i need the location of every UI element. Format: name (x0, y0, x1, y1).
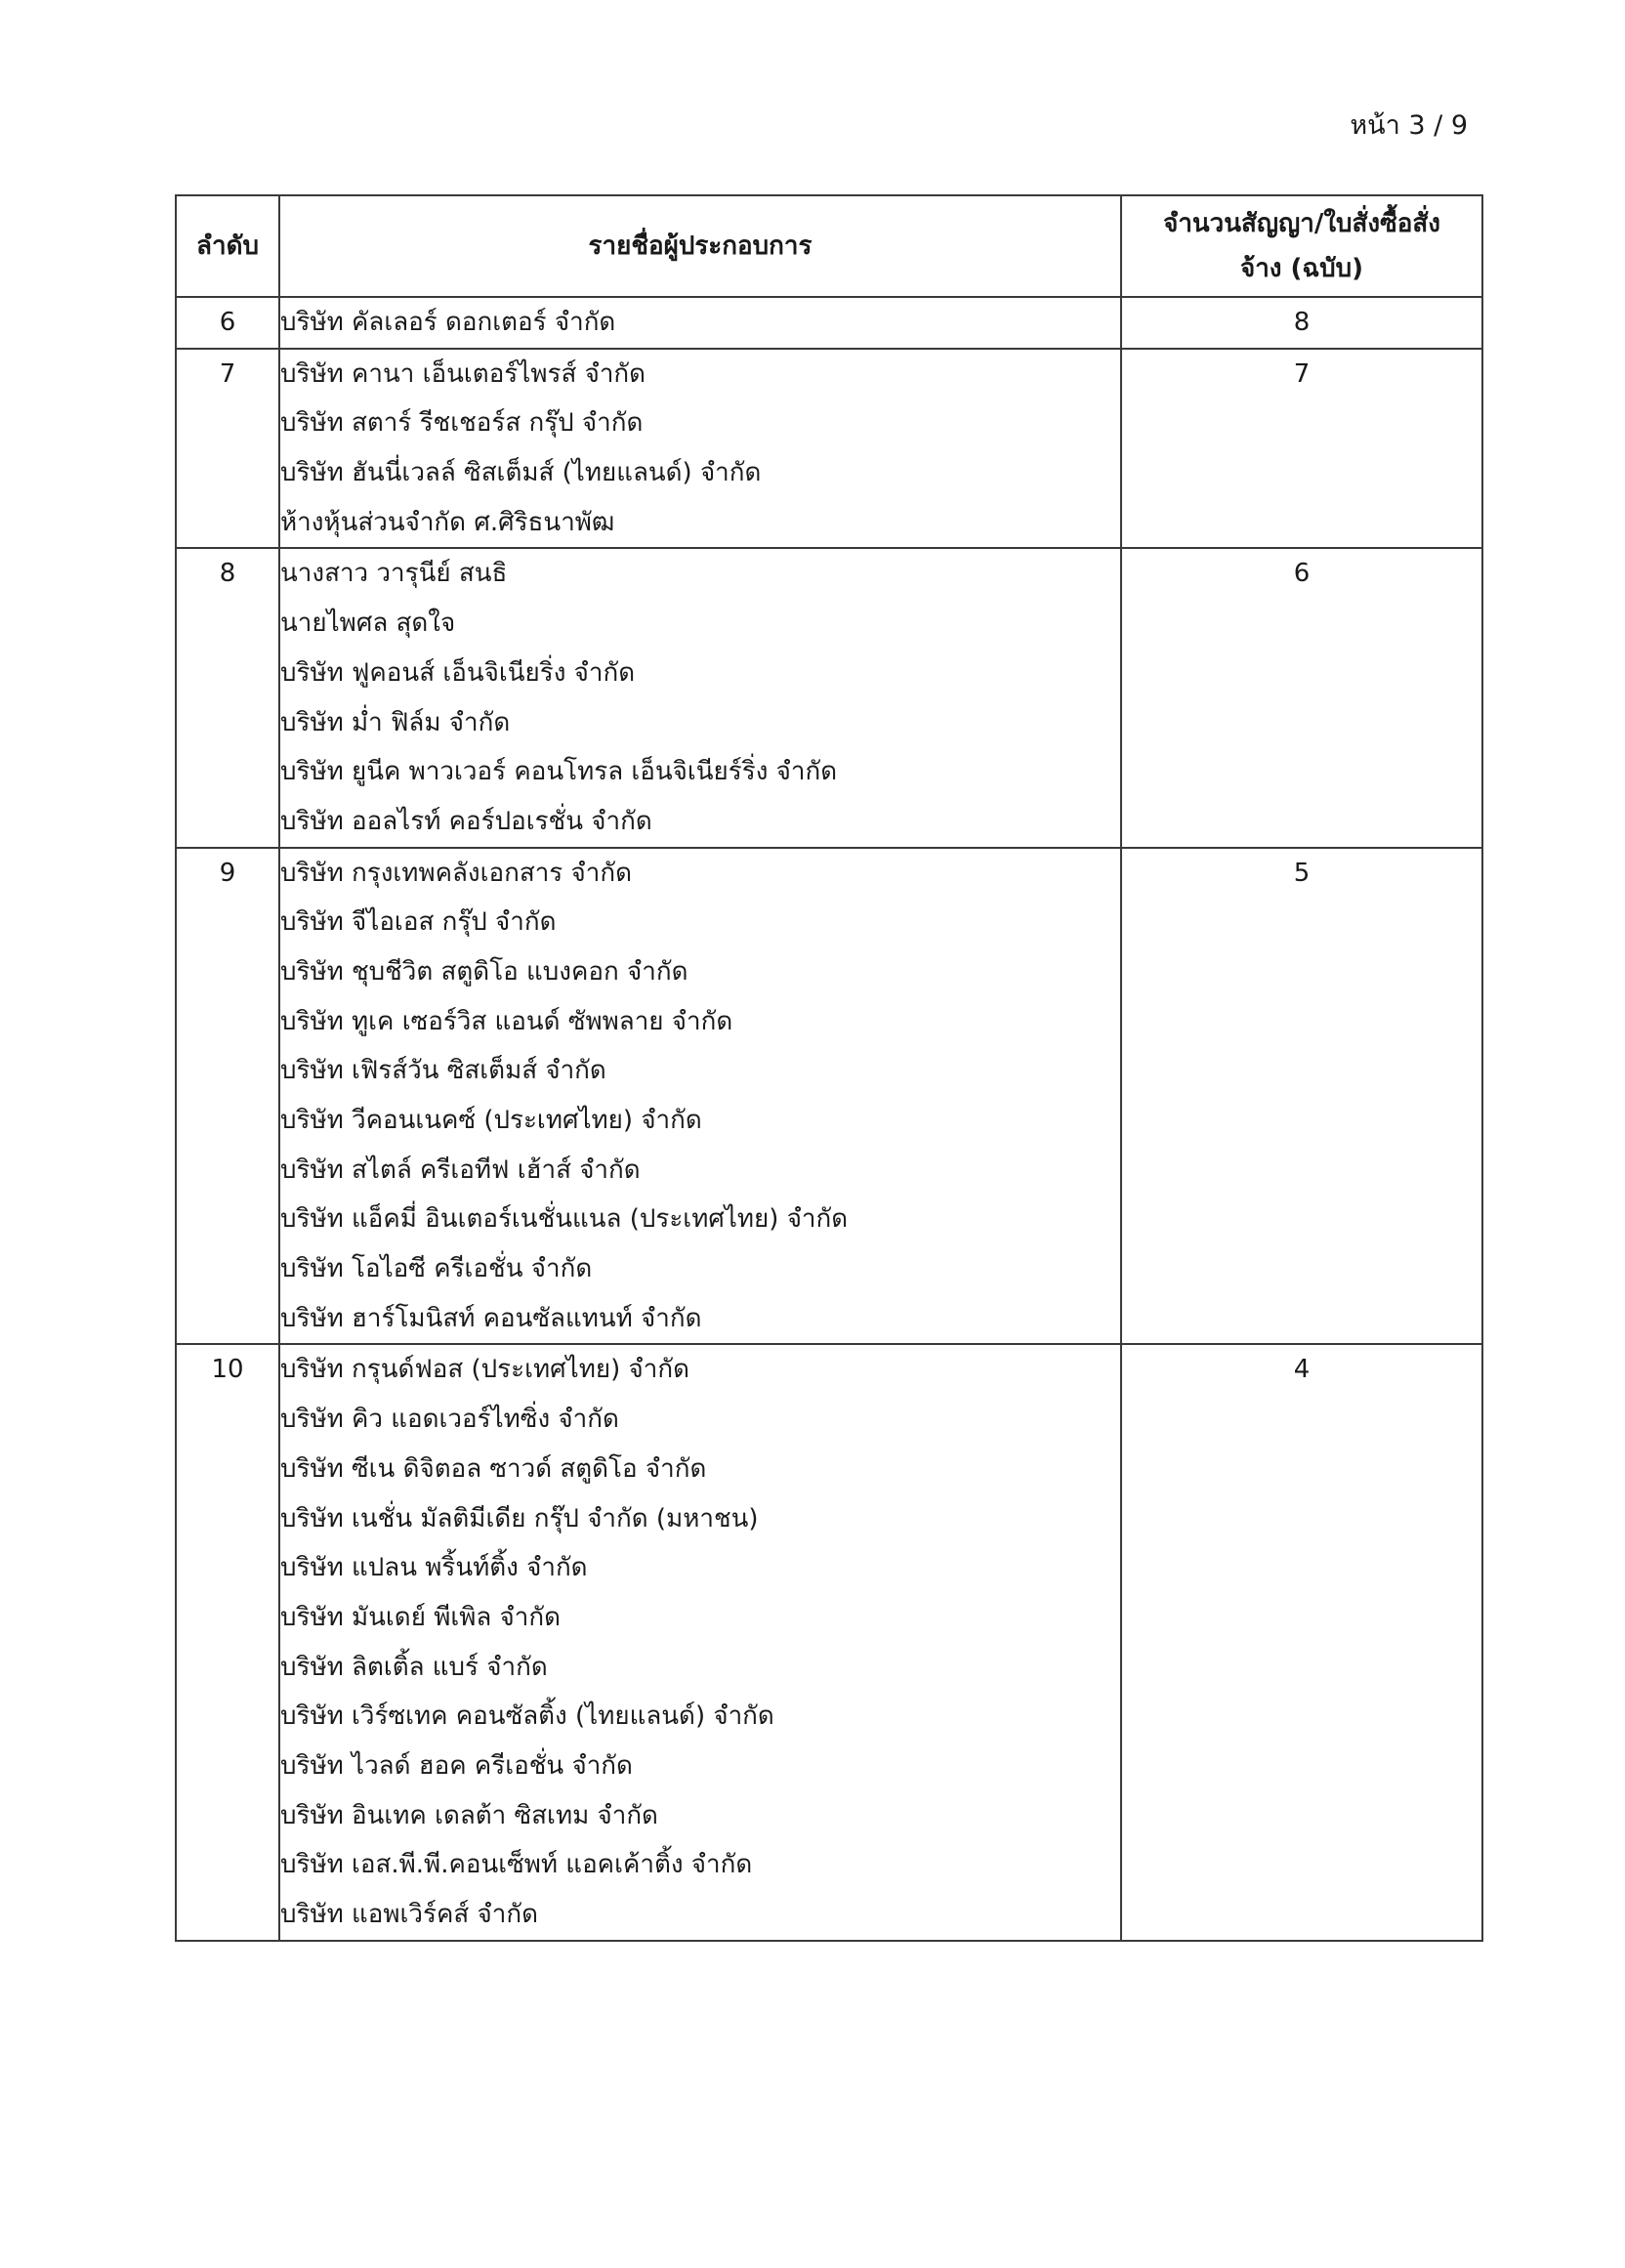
row-number: 8 (176, 548, 279, 847)
vendor-name: บริษัท คิว แอดเวอร์ไทซิ่ง จำกัด (280, 1405, 619, 1435)
table-row (176, 1344, 1482, 1940)
vendor-names-cell (279, 349, 1121, 549)
vendor-name: บริษัท คัลเลอร์ ดอกเตอร์ จำกัด (280, 308, 616, 337)
vendor-name: บริษัท อินเทค เดลต้า ซิสเทม จำกัด (280, 1800, 658, 1830)
vendor-name: บริษัท สไตล์ ครีเอทีฟ เฮ้าส์ จำกัด (280, 1155, 641, 1185)
contract-count: 5 (1121, 848, 1482, 1345)
vendor-table (175, 194, 1483, 1942)
row-number: 9 (176, 848, 279, 1345)
vendor-names-cell (279, 297, 1121, 349)
vendor-name: บริษัท ออลไรท์ คอร์ปอเรชั่น จำกัด (280, 806, 652, 836)
vendor-name: บริษัท ไวลด์ ฮอค ครีเอชั่น จำกัด (280, 1750, 633, 1781)
vendor-name: บริษัท กรุนด์ฟอส (ประเทศไทย) จำกัด (280, 1355, 689, 1385)
row-number: 6 (176, 297, 279, 349)
header-count (1121, 195, 1482, 297)
vendor-name: บริษัท ฮันนี่เวลล์ ซิสเต็มส์ (ไทยแลนด์) จำกัด (280, 458, 762, 488)
vendor-name: บริษัท เนชั่น มัลติมีเดีย กรุ๊ป จำกัด (มหาชน) (280, 1503, 759, 1533)
vendor-name: บริษัท โอไอซี ครีเอชั่น จำกัด (280, 1254, 593, 1284)
vendor-name: บริษัท วีคอนเนคซ์ (ประเทศไทย) จำกัด (280, 1106, 702, 1136)
vendor-name: บริษัท จีไอเอส กรุ๊ป จำกัด (280, 907, 557, 938)
vendor-names-cell (279, 548, 1121, 847)
header-count-line2: จ้าง (ฉบับ) (1239, 254, 1364, 283)
vendor-name: บริษัท เวิร์ซเทค คอนซัลติ้ง (ไทยแลนด์) จำกัด (280, 1701, 774, 1732)
vendor-name: บริษัท แอพเวิร์คส์ จำกัด (280, 1900, 538, 1930)
vendor-name: บริษัท ยูนีค พาวเวอร์ คอนโทรล เอ็นจิเนียร์ริ่ง จำกัด (280, 757, 838, 787)
table-body (176, 297, 1482, 1941)
vendor-name: บริษัท แปลน พริ้นท์ติ้ง จำกัด (280, 1553, 588, 1583)
table-row (176, 297, 1482, 349)
header-name: รายชื่อผู้ประกอบการ (279, 195, 1121, 297)
vendor-name: นายไพศล สุดใจ (280, 609, 456, 639)
vendor-name: บริษัท ซีเน ดิจิตอล ซาวด์ สตูดิโอ จำกัด (280, 1453, 707, 1484)
contract-count: 8 (1121, 297, 1482, 349)
vendor-name: บริษัท ลิตเติ้ล แบร์ จำกัด (280, 1652, 548, 1682)
table-header-row (176, 195, 1482, 297)
vendor-name: บริษัท แอ็คมี่ อินเตอร์เนชั่นแนล (ประเทศไทย) จำกัด (280, 1204, 849, 1235)
vendor-name: นางสาว วารุนีย์ สนธิ (280, 559, 508, 589)
vendor-names-cell (279, 1344, 1121, 1940)
vendor-name: บริษัท ทูเค เซอร์วิส แอนด์ ซัพพลาย จำกัด (280, 1006, 733, 1036)
vendor-name: บริษัท กรุงเทพคลังเอกสาร จำกัด (280, 858, 633, 888)
vendor-names-cell (279, 848, 1121, 1345)
table-row (176, 848, 1482, 1345)
vendor-name: บริษัท สตาร์ รีชเชอร์ส กรุ๊ป จำกัด (280, 408, 644, 439)
vendor-name: บริษัท ฮาร์โมนิสท์ คอนซัลแทนท์ จำกัด (280, 1303, 702, 1333)
contract-count: 7 (1121, 349, 1482, 549)
header-no: ลำดับ (176, 195, 279, 297)
vendor-name: บริษัท ชุบชีวิต สตูดิโอ แบงคอก จำกัด (280, 956, 688, 987)
page-number: หน้า 3 / 9 (1350, 110, 1468, 141)
vendor-name: บริษัท ม่ำ ฟิล์ม จำกัด (280, 707, 511, 737)
vendor-name: บริษัท มันเดย์ พีเพิล จำกัด (280, 1602, 562, 1632)
contract-count: 4 (1121, 1344, 1482, 1940)
vendor-name: บริษัท เอส.พี.พี.คอนเซ็พท์ แอคเค้าติ้ง จำกัด (280, 1850, 753, 1880)
vendor-name: บริษัท ฟูคอนส์ เอ็นจิเนียริ่ง จำกัด (280, 657, 636, 688)
table-row (176, 349, 1482, 549)
vendor-name: ห้างหุ้นส่วนจำกัด ศ.ศิริธนาพัฒ (280, 507, 615, 537)
header-count-line1: จำนวนสัญญา/ใบสั่งซื้อสั่ง (1163, 209, 1440, 238)
row-number: 7 (176, 349, 279, 549)
table-row (176, 548, 1482, 847)
contract-count: 6 (1121, 548, 1482, 847)
vendor-name: บริษัท เฟิรส์วัน ซิสเต็มส์ จำกัด (280, 1056, 606, 1086)
row-number: 10 (176, 1344, 279, 1940)
vendor-name: บริษัท คานา เอ็นเตอร์ไพรส์ จำกัด (280, 358, 646, 389)
